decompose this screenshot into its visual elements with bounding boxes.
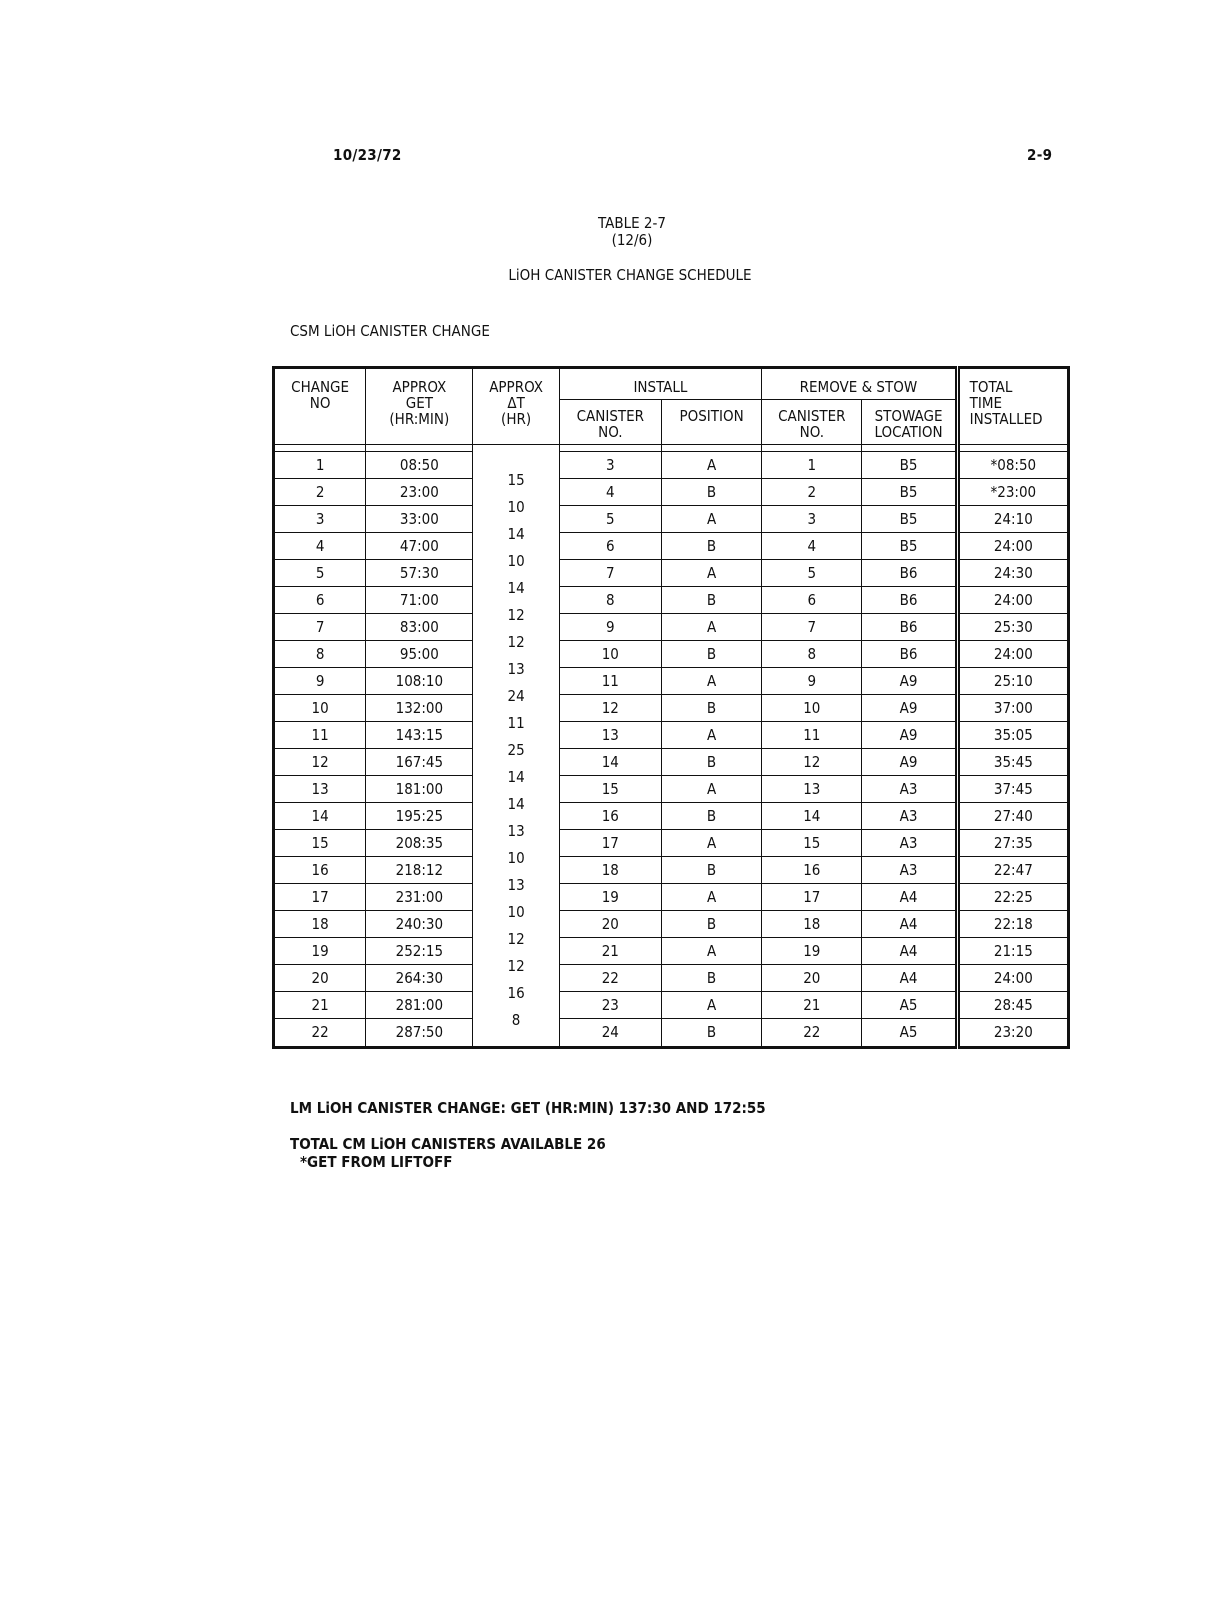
removed-canister-cell: 11 — [762, 722, 862, 749]
delta-t-value: 24 — [507, 686, 525, 705]
delta-t-value: 15 — [507, 470, 525, 489]
change-no-cell: 16 — [274, 857, 366, 884]
approx-get-cell: 264:30 — [366, 965, 473, 992]
table-row — [274, 884, 1069, 911]
install-canister-cell: 3 — [559, 452, 661, 479]
delta-t-value: 10 — [507, 902, 525, 921]
install-position-cell: B — [661, 749, 761, 776]
table-row — [274, 587, 1069, 614]
change-no-cell: 9 — [274, 668, 366, 695]
install-position-cell: A — [661, 884, 761, 911]
install-canister-cell: 9 — [559, 614, 661, 641]
stowage-location-cell: B5 — [862, 506, 957, 533]
delta-t-value: 12 — [507, 632, 525, 651]
lm-canister-change-note: LM LiOH CANISTER CHANGE: GET (HR:MIN) 137:30 AND 172:55 — [290, 1099, 766, 1117]
install-position-cell: B — [661, 587, 761, 614]
stowage-location-cell: A5 — [862, 992, 957, 1019]
header-stowage-location: STOWAGE LOCATION — [862, 400, 957, 445]
change-no-cell: 21 — [274, 992, 366, 1019]
install-canister-cell: 23 — [559, 992, 661, 1019]
spacer-cell — [762, 445, 862, 452]
approx-get-cell: 252:15 — [366, 938, 473, 965]
delta-t-value: 10 — [507, 551, 525, 570]
removed-canister-cell: 3 — [762, 506, 862, 533]
delta-t-column — [473, 452, 559, 1048]
install-position-cell: A — [661, 614, 761, 641]
delta-t-value: 25 — [507, 740, 525, 759]
change-no-cell: 12 — [274, 749, 366, 776]
delta-t-value: 12 — [507, 605, 525, 624]
change-no-cell: 20 — [274, 965, 366, 992]
spacer-cell — [559, 445, 661, 452]
install-position-cell: B — [661, 803, 761, 830]
install-canister-cell: 21 — [559, 938, 661, 965]
stowage-location-cell: B6 — [862, 587, 957, 614]
approx-get-cell: 281:00 — [366, 992, 473, 1019]
total-time-cell: 24:10 — [957, 506, 1068, 533]
total-time-cell: 25:30 — [957, 614, 1068, 641]
table-row — [274, 1019, 1069, 1047]
install-canister-cell: 16 — [559, 803, 661, 830]
total-time-cell: 27:40 — [957, 803, 1068, 830]
canister-schedule-table — [272, 366, 1070, 1049]
spacer-cell — [862, 445, 957, 452]
delta-t-value: 14 — [507, 578, 525, 597]
delta-t-value: 13 — [507, 821, 525, 840]
total-time-cell: 21:15 — [957, 938, 1068, 965]
footnote-get-from-liftoff: *GET FROM LIFTOFF — [300, 1153, 453, 1171]
total-time-cell: 35:05 — [957, 722, 1068, 749]
table-row — [274, 911, 1069, 938]
total-time-cell: 27:35 — [957, 830, 1068, 857]
header-approx-get: APPROX GET (HR:MIN) — [366, 368, 473, 445]
approx-get-cell: 143:15 — [366, 722, 473, 749]
change-no-cell: 13 — [274, 776, 366, 803]
total-time-cell: 25:10 — [957, 668, 1068, 695]
install-position-cell: B — [661, 965, 761, 992]
header-remove-canister: CANISTER NO. — [762, 400, 862, 445]
table-row — [274, 938, 1069, 965]
total-time-cell: 37:45 — [957, 776, 1068, 803]
stowage-location-cell: B6 — [862, 641, 957, 668]
approx-get-cell: 95:00 — [366, 641, 473, 668]
removed-canister-cell: 1 — [762, 452, 862, 479]
install-position-cell: A — [661, 506, 761, 533]
total-time-cell: 24:30 — [957, 560, 1068, 587]
table-row — [274, 452, 1069, 479]
install-canister-cell: 15 — [559, 776, 661, 803]
install-canister-cell: 11 — [559, 668, 661, 695]
approx-get-cell: 57:30 — [366, 560, 473, 587]
stowage-location-cell: B5 — [862, 479, 957, 506]
table-row — [274, 749, 1069, 776]
table-revision: (12/6) — [611, 231, 653, 249]
delta-t-value: 12 — [507, 929, 525, 948]
removed-canister-cell: 14 — [762, 803, 862, 830]
total-canisters-note: TOTAL CM LiOH CANISTERS AVAILABLE 26 — [290, 1135, 606, 1153]
stowage-location-cell: A3 — [862, 857, 957, 884]
install-position-cell: A — [661, 776, 761, 803]
header-install-position: POSITION — [661, 400, 761, 445]
install-position-cell: A — [661, 722, 761, 749]
stowage-location-cell: B6 — [862, 614, 957, 641]
change-no-cell: 10 — [274, 695, 366, 722]
install-canister-cell: 8 — [559, 587, 661, 614]
install-position-cell: B — [661, 641, 761, 668]
stowage-location-cell: B5 — [862, 533, 957, 560]
change-no-cell: 7 — [274, 614, 366, 641]
header-install-canister: CANISTER NO. — [559, 400, 661, 445]
approx-get-cell: 47:00 — [366, 533, 473, 560]
spacer-cell — [473, 445, 559, 452]
install-canister-cell: 24 — [559, 1019, 661, 1047]
removed-canister-cell: 2 — [762, 479, 862, 506]
table-number: TABLE 2-7 — [598, 214, 666, 232]
install-canister-cell: 20 — [559, 911, 661, 938]
approx-get-cell: 231:00 — [366, 884, 473, 911]
stowage-location-cell: A9 — [862, 668, 957, 695]
install-position-cell: B — [661, 695, 761, 722]
change-no-cell: 6 — [274, 587, 366, 614]
spacer-cell — [274, 445, 366, 452]
approx-get-cell: 71:00 — [366, 587, 473, 614]
approx-get-cell: 33:00 — [366, 506, 473, 533]
stowage-location-cell: A4 — [862, 884, 957, 911]
removed-canister-cell: 17 — [762, 884, 862, 911]
total-time-cell: 24:00 — [957, 641, 1068, 668]
section-label: CSM LiOH CANISTER CHANGE — [290, 322, 490, 340]
table-row — [274, 479, 1069, 506]
total-time-cell: 24:00 — [957, 587, 1068, 614]
install-position-cell: A — [661, 830, 761, 857]
delta-t-value: 8 — [511, 1010, 521, 1029]
page-number: 2-9 — [1027, 146, 1053, 164]
change-no-cell: 19 — [274, 938, 366, 965]
delta-t-value: 12 — [507, 956, 525, 975]
install-canister-cell: 7 — [559, 560, 661, 587]
change-no-cell: 8 — [274, 641, 366, 668]
removed-canister-cell: 16 — [762, 857, 862, 884]
change-no-cell: 1 — [274, 452, 366, 479]
install-position-cell: B — [661, 479, 761, 506]
install-canister-cell: 19 — [559, 884, 661, 911]
total-time-cell: *23:00 — [957, 479, 1068, 506]
total-time-cell: 28:45 — [957, 992, 1068, 1019]
approx-get-cell: 287:50 — [366, 1019, 473, 1047]
removed-canister-cell: 13 — [762, 776, 862, 803]
table-row — [274, 830, 1069, 857]
stowage-location-cell: A9 — [862, 722, 957, 749]
table-row — [274, 776, 1069, 803]
install-position-cell: B — [661, 857, 761, 884]
removed-canister-cell: 21 — [762, 992, 862, 1019]
delta-t-value: 16 — [507, 983, 525, 1002]
stowage-location-cell: A4 — [862, 911, 957, 938]
approx-get-cell: 195:25 — [366, 803, 473, 830]
total-time-cell: 24:00 — [957, 533, 1068, 560]
spacer-cell — [957, 445, 1068, 452]
removed-canister-cell: 5 — [762, 560, 862, 587]
removed-canister-cell: 9 — [762, 668, 862, 695]
stowage-location-cell: A3 — [862, 776, 957, 803]
stowage-location-cell: A3 — [862, 803, 957, 830]
removed-canister-cell: 22 — [762, 1019, 862, 1047]
stowage-location-cell: A9 — [862, 749, 957, 776]
install-position-cell: A — [661, 668, 761, 695]
delta-t-value: 13 — [507, 875, 525, 894]
removed-canister-cell: 20 — [762, 965, 862, 992]
approx-get-cell: 218:12 — [366, 857, 473, 884]
install-position-cell: A — [661, 992, 761, 1019]
change-no-cell: 11 — [274, 722, 366, 749]
total-time-cell: 24:00 — [957, 965, 1068, 992]
install-canister-cell: 13 — [559, 722, 661, 749]
delta-t-value: 10 — [507, 497, 525, 516]
table-row — [274, 641, 1069, 668]
delta-t-value: 13 — [507, 659, 525, 678]
install-position-cell: A — [661, 452, 761, 479]
removed-canister-cell: 4 — [762, 533, 862, 560]
change-no-cell: 22 — [274, 1019, 366, 1047]
install-position-cell: B — [661, 533, 761, 560]
install-canister-cell: 22 — [559, 965, 661, 992]
header-approx-delta-t: APPROX ΔT (HR) — [473, 368, 559, 445]
delta-t-value: 14 — [507, 767, 525, 786]
table-row — [274, 965, 1069, 992]
approx-get-cell: 167:45 — [366, 749, 473, 776]
total-time-cell: 22:18 — [957, 911, 1068, 938]
install-position-cell: B — [661, 1019, 761, 1047]
stowage-location-cell: A5 — [862, 1019, 957, 1047]
removed-canister-cell: 7 — [762, 614, 862, 641]
approx-get-cell: 108:10 — [366, 668, 473, 695]
delta-t-value: 10 — [507, 848, 525, 867]
table-title: LiOH CANISTER CHANGE SCHEDULE — [508, 266, 752, 284]
removed-canister-cell: 8 — [762, 641, 862, 668]
total-time-cell: 22:47 — [957, 857, 1068, 884]
spacer-cell — [661, 445, 761, 452]
install-canister-cell: 10 — [559, 641, 661, 668]
approx-get-cell: 23:00 — [366, 479, 473, 506]
approx-get-cell: 08:50 — [366, 452, 473, 479]
install-position-cell: A — [661, 560, 761, 587]
table-row — [274, 803, 1069, 830]
delta-t-value: 14 — [507, 794, 525, 813]
change-no-cell: 4 — [274, 533, 366, 560]
install-position-cell: B — [661, 911, 761, 938]
total-time-cell: *08:50 — [957, 452, 1068, 479]
approx-get-cell: 240:30 — [366, 911, 473, 938]
table-row — [274, 560, 1069, 587]
total-time-cell: 23:20 — [957, 1019, 1068, 1047]
change-no-cell: 5 — [274, 560, 366, 587]
install-position-cell: A — [661, 938, 761, 965]
total-time-cell: 37:00 — [957, 695, 1068, 722]
header-remove-stow: REMOVE & STOW — [762, 368, 957, 400]
total-time-cell: 22:25 — [957, 884, 1068, 911]
stowage-location-cell: A9 — [862, 695, 957, 722]
change-no-cell: 17 — [274, 884, 366, 911]
approx-get-cell: 181:00 — [366, 776, 473, 803]
table-row — [274, 992, 1069, 1019]
change-no-cell: 15 — [274, 830, 366, 857]
install-canister-cell: 14 — [559, 749, 661, 776]
stowage-location-cell: A4 — [862, 965, 957, 992]
table-row — [274, 614, 1069, 641]
change-no-cell: 2 — [274, 479, 366, 506]
table-row — [274, 668, 1069, 695]
install-canister-cell: 4 — [559, 479, 661, 506]
delta-t-value: 11 — [507, 713, 525, 732]
change-no-cell: 3 — [274, 506, 366, 533]
change-no-cell: 18 — [274, 911, 366, 938]
document-date: 10/23/72 — [333, 146, 402, 164]
approx-get-cell: 83:00 — [366, 614, 473, 641]
table-row — [274, 506, 1069, 533]
delta-t-value: 14 — [507, 524, 525, 543]
removed-canister-cell: 6 — [762, 587, 862, 614]
removed-canister-cell: 19 — [762, 938, 862, 965]
header-change-no: CHANGE NO — [274, 368, 366, 445]
removed-canister-cell: 18 — [762, 911, 862, 938]
change-no-cell: 14 — [274, 803, 366, 830]
table-row — [274, 722, 1069, 749]
total-time-cell: 35:45 — [957, 749, 1068, 776]
header-install: INSTALL — [559, 368, 762, 400]
spacer-cell — [366, 445, 473, 452]
approx-get-cell: 208:35 — [366, 830, 473, 857]
stowage-location-cell: A4 — [862, 938, 957, 965]
install-canister-cell: 17 — [559, 830, 661, 857]
install-canister-cell: 18 — [559, 857, 661, 884]
stowage-location-cell: A3 — [862, 830, 957, 857]
removed-canister-cell: 12 — [762, 749, 862, 776]
table-row — [274, 695, 1069, 722]
removed-canister-cell: 15 — [762, 830, 862, 857]
install-canister-cell: 5 — [559, 506, 661, 533]
install-canister-cell: 6 — [559, 533, 661, 560]
header-total-time: TOTAL TIME INSTALLED — [957, 368, 1068, 445]
table-row — [274, 857, 1069, 884]
table-row — [274, 533, 1069, 560]
install-canister-cell: 12 — [559, 695, 661, 722]
stowage-location-cell: B6 — [862, 560, 957, 587]
stowage-location-cell: B5 — [862, 452, 957, 479]
approx-get-cell: 132:00 — [366, 695, 473, 722]
removed-canister-cell: 10 — [762, 695, 862, 722]
